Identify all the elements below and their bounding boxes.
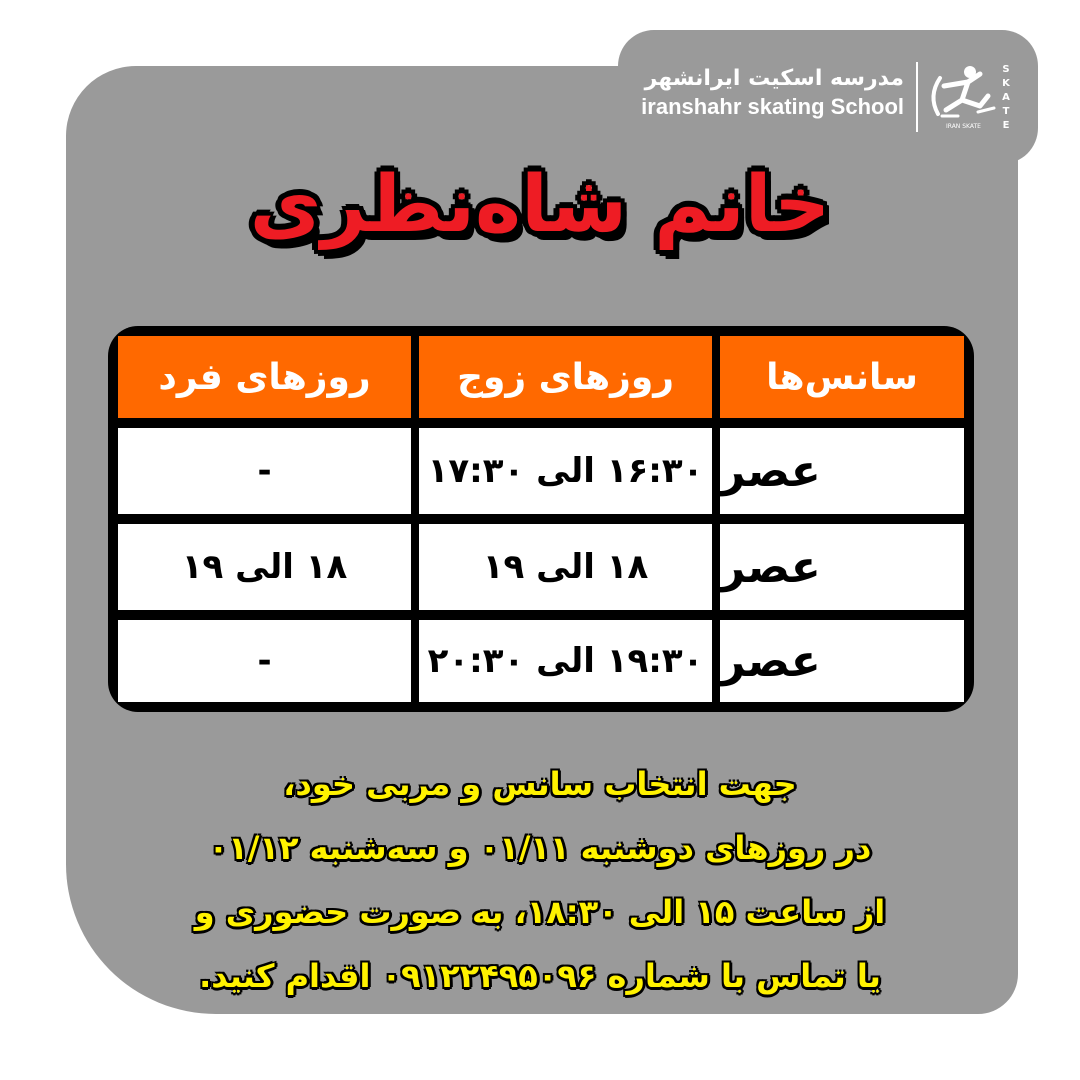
emblem-letter: K bbox=[1002, 78, 1010, 89]
school-name-en: iranshahr skating School bbox=[641, 94, 904, 119]
school-name bbox=[640, 64, 904, 120]
coach-title: خانم شاه‌نظری bbox=[249, 160, 831, 250]
footer-line: از ساعت ۱۵ الی ۱۸:۳۰، به صورت حضوری و bbox=[194, 893, 886, 931]
row-session-label: عصر bbox=[720, 428, 964, 514]
header-sessions: سانس‌ها bbox=[720, 336, 964, 418]
footer-line: جهت انتخاب سانس و مربی خود، bbox=[283, 765, 797, 803]
row-even-time: ۱۸ الی ۱۹ bbox=[419, 524, 712, 610]
row-odd-time: - bbox=[118, 620, 411, 702]
emblem-letter: T bbox=[1002, 106, 1010, 117]
emblem-subtext: IRAN SKATE bbox=[946, 123, 981, 130]
logo-divider bbox=[916, 62, 918, 132]
header-even-days: روزهای زوج bbox=[419, 336, 712, 418]
row-even-time: ۱۹:۳۰ الی ۲۰:۳۰ bbox=[419, 620, 712, 702]
emblem-letter: E bbox=[1002, 120, 1010, 131]
footer-line: در روزهای دوشنبه ۰۱/۱۱ و سه‌شنبه ۰۱/۱۲ bbox=[208, 829, 872, 867]
schedule-table bbox=[108, 326, 974, 712]
row-odd-time: ۱۸ الی ۱۹ bbox=[118, 524, 411, 610]
row-session-label: عصر bbox=[720, 620, 964, 702]
school-name-fa: مدرسه اسکیت ایرانشهر bbox=[644, 66, 904, 91]
skater-icon bbox=[924, 56, 1014, 132]
header-odd-days: روزهای فرد bbox=[118, 336, 411, 418]
row-even-time: ۱۶:۳۰ الی ۱۷:۳۰ bbox=[419, 428, 712, 514]
row-session-label: عصر bbox=[720, 524, 964, 610]
row-odd-time: - bbox=[118, 428, 411, 514]
footer-note bbox=[140, 752, 940, 1008]
emblem-letter: A bbox=[1002, 92, 1010, 103]
footer-line: یا تماس با شماره ۰۹۱۲۲۴۹۵۰۹۶ اقدام کنید. bbox=[199, 957, 881, 995]
emblem-letter: S bbox=[1002, 64, 1010, 75]
